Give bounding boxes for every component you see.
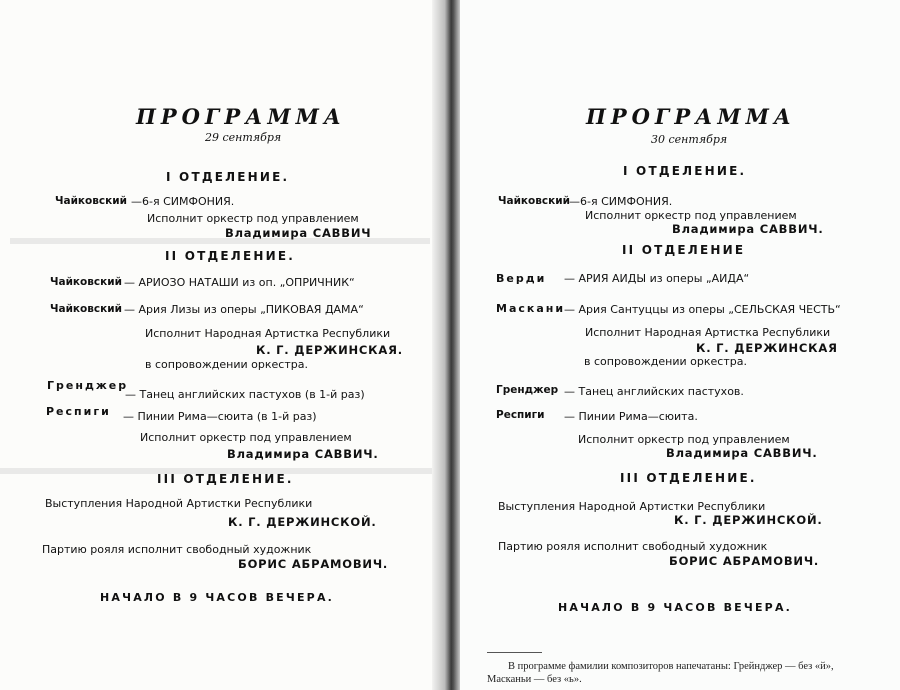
- composer-name: Гренджер: [47, 379, 129, 392]
- piano-line: Партию рояля исполнит свободный художник: [42, 543, 312, 556]
- conductor-name: Владимира САВВИЧ: [225, 226, 372, 240]
- program-date: 29 сентября: [205, 131, 282, 144]
- performance-line: Выступления Народной Артистки Республики: [498, 500, 766, 513]
- section-3-heading: III ОТДЕЛЕНИЕ.: [157, 472, 294, 486]
- work-title: — Пинии Рима—сюита.: [564, 410, 698, 423]
- section-1-heading: I ОТДЕЛЕНИЕ.: [166, 170, 290, 184]
- footnote-line-2: Масканьи — без «ь».: [487, 674, 582, 685]
- composer-name: Респиги: [46, 405, 111, 418]
- composer-name: Чайковский: [498, 195, 570, 207]
- piano-line: Партию рояля исполнит свободный художник: [498, 540, 768, 553]
- pianist-name: БОРИС АБРАМОВИЧ.: [238, 557, 389, 571]
- footnote-line-1: В программе фамилии композиторов напечатаны: Грейнджер — без «й»,: [508, 661, 834, 672]
- composer-name: Чайковский: [55, 195, 127, 207]
- performer-line: Исполнит оркестр под управлением: [578, 433, 790, 446]
- work-title: — АРИЯ АИДЫ из оперы „АИДА“: [564, 272, 750, 285]
- work-title: —6-я СИМФОНИЯ.: [569, 195, 673, 208]
- composer-name: Респиги: [496, 409, 545, 421]
- composer-name: Чайковский: [50, 303, 122, 315]
- conductor-name: Владимира САВВИЧ.: [666, 446, 818, 460]
- performer-line: Исполнит Народная Артистка Республики: [145, 327, 391, 340]
- work-title: — АРИОЗО НАТАШИ из оп. „ОПРИЧНИК“: [124, 276, 355, 289]
- composer-name: Верди: [496, 272, 547, 285]
- work-title: — Танец английских пастухов.: [564, 385, 744, 398]
- composer-name: Маскани: [496, 302, 566, 315]
- program-title: ПРОГРАММА: [586, 104, 796, 129]
- work-title: —6-я СИМФОНИЯ.: [131, 195, 235, 208]
- performer-line: Исполнит оркестр под управлением: [585, 209, 797, 222]
- performer-line: Исполнит оркестр под управлением: [140, 431, 352, 444]
- work-title: — Ария Сантуццы из оперы „СЕЛЬСКАЯ ЧЕСТЬ“: [564, 303, 841, 316]
- soloist-name: К. Г. ДЕРЖИНСКОЙ.: [674, 513, 823, 527]
- soloist-name: К. Г. ДЕРЖИНСКОЙ.: [228, 515, 377, 529]
- composer-name: Чайковский: [50, 276, 122, 288]
- right-page: [460, 0, 900, 690]
- program-date: 30 сентября: [651, 133, 728, 146]
- section-2-heading: II ОТДЕЛЕНИЕ: [622, 243, 746, 257]
- composer-name: Гренджер: [496, 384, 559, 396]
- work-title: — Пинии Рима—сюита (в 1-й раз): [123, 410, 317, 423]
- section-1-heading: I ОТДЕЛЕНИЕ.: [623, 164, 747, 178]
- conductor-name: Владимира САВВИЧ.: [672, 222, 824, 236]
- performer-line: Исполнит Народная Артистка Республики: [585, 326, 831, 339]
- performer-line: Исполнит оркестр под управлением: [147, 212, 359, 225]
- accompaniment-line: в сопровождении оркестра.: [145, 358, 308, 371]
- left-page: [0, 0, 448, 690]
- soloist-name: К. Г. ДЕРЖИНСКАЯ.: [256, 343, 403, 357]
- pianist-name: БОРИС АБРАМОВИЧ.: [669, 554, 820, 568]
- accompaniment-line: в сопровождении оркестра.: [584, 355, 747, 368]
- program-title: ПРОГРАММА: [136, 104, 346, 129]
- work-title: — Ария Лизы из оперы „ПИКОВАЯ ДАМА“: [124, 303, 364, 316]
- section-3-heading: III ОТДЕЛЕНИЕ.: [620, 471, 757, 485]
- performance-line: Выступления Народной Артистки Республики: [45, 497, 313, 510]
- start-time-note: НАЧАЛО В 9 ЧАСОВ ВЕЧЕРА.: [100, 591, 335, 604]
- start-time-note: НАЧАЛО В 9 ЧАСОВ ВЕЧЕРА.: [558, 601, 793, 614]
- soloist-name: К. Г. ДЕРЖИНСКАЯ: [696, 341, 838, 355]
- work-title: — Танец английских пастухов (в 1-й раз): [125, 388, 365, 401]
- conductor-name: Владимира САВВИЧ.: [227, 447, 379, 461]
- footnote-rule: [487, 652, 542, 653]
- section-2-heading: II ОТДЕЛЕНИЕ.: [165, 249, 295, 263]
